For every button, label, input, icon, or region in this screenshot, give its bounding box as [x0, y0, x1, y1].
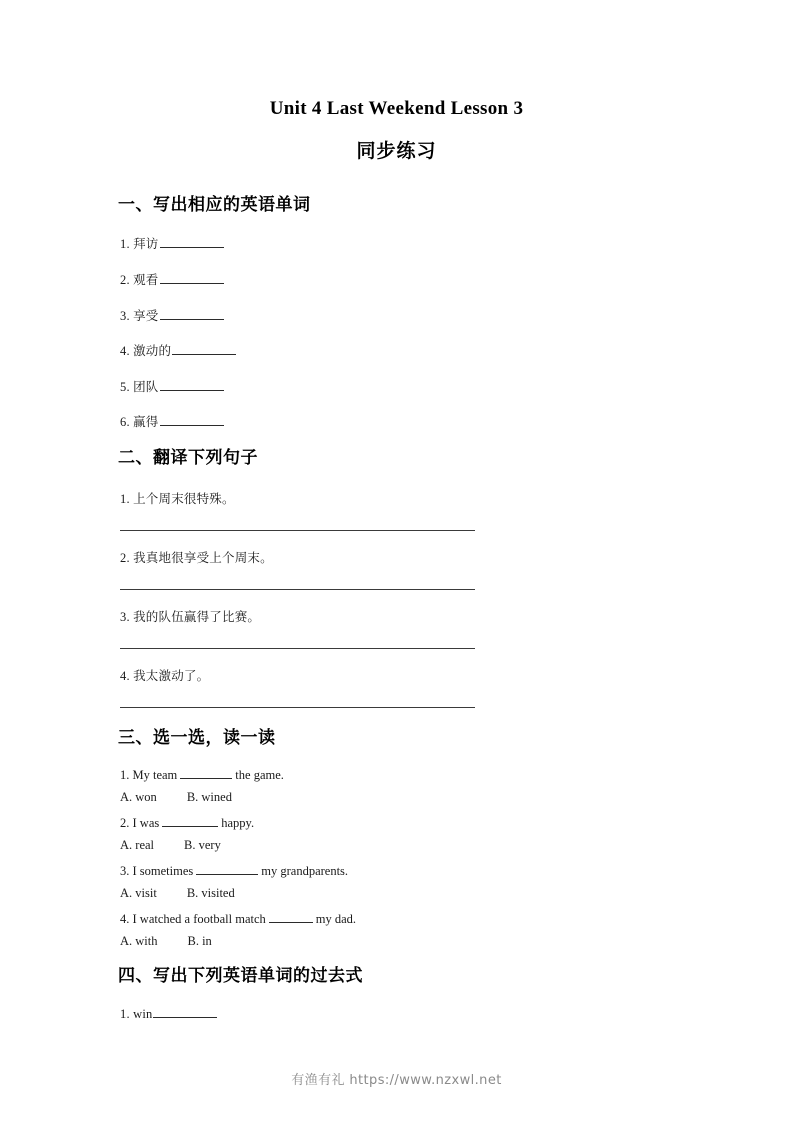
mc-question-4-stem-after: my dad.	[315, 912, 357, 926]
mc-option-4a[interactable]: A. with	[120, 934, 158, 948]
past-tense-item-1-number: 1.	[120, 1007, 130, 1021]
mc-question-3-number: 3.	[120, 864, 130, 878]
footer-watermark: 有渔有礼 https://www.nzxwl.net	[291, 1073, 502, 1088]
section-heading-1: 一、写出相应的英语单词	[118, 195, 311, 215]
mc-question-1	[120, 767, 284, 783]
translation-item-1	[120, 489, 235, 507]
vocab-item-2-prompt: 观看	[133, 273, 159, 287]
vocab-item-3	[120, 306, 224, 324]
vocab-item-6-blank[interactable]	[160, 414, 224, 426]
mc-options-2	[120, 838, 221, 853]
mc-question-2-blank[interactable]	[162, 815, 218, 827]
mc-question-4	[120, 911, 356, 927]
vocab-item-4-number: 4.	[120, 344, 130, 358]
page-title: Unit 4 Last Weekend Lesson 3	[269, 98, 524, 119]
translation-answer-line-3[interactable]	[120, 648, 475, 649]
mc-question-4-blank[interactable]	[269, 911, 313, 923]
mc-option-3b[interactable]: B. visited	[186, 886, 235, 900]
translation-item-3-sentence: 我的队伍赢得了比赛。	[133, 610, 261, 624]
mc-option-3a[interactable]: A. visit	[120, 886, 157, 900]
translation-item-2-number: 2.	[120, 551, 130, 565]
mc-options-3	[120, 886, 235, 901]
translation-item-4	[120, 666, 209, 684]
mc-question-3	[120, 863, 348, 879]
mc-option-2b[interactable]: B. very	[184, 838, 221, 852]
mc-question-2	[120, 815, 254, 831]
vocab-item-5-blank[interactable]	[160, 379, 224, 391]
vocab-item-6	[120, 412, 224, 430]
vocab-item-3-number: 3.	[120, 309, 130, 323]
mc-question-3-stem-before: I sometimes	[132, 864, 194, 878]
past-tense-item-1	[120, 1006, 217, 1022]
section-heading-2: 二、翻译下列句子	[118, 448, 258, 468]
vocab-item-2-number: 2.	[120, 273, 130, 287]
vocab-item-5	[120, 377, 224, 395]
translation-answer-line-4[interactable]	[120, 707, 475, 708]
mc-question-2-stem-before: I was	[132, 816, 160, 830]
mc-question-1-blank[interactable]	[180, 767, 232, 779]
mc-question-3-blank[interactable]	[196, 863, 258, 875]
translation-item-1-sentence: 上个周末很特殊。	[133, 492, 235, 506]
vocab-item-1-number: 1.	[120, 237, 130, 251]
vocab-item-3-prompt: 享受	[133, 309, 159, 323]
mc-question-1-stem-before: My team	[132, 768, 178, 782]
mc-options-1	[120, 790, 232, 805]
translation-item-1-number: 1.	[120, 492, 130, 506]
vocab-item-1-blank[interactable]	[160, 236, 224, 248]
vocab-item-3-blank[interactable]	[160, 308, 224, 320]
mc-question-2-number: 2.	[120, 816, 130, 830]
translation-item-3-number: 3.	[120, 610, 130, 624]
mc-question-4-stem-before: I watched a football match	[132, 912, 266, 926]
vocab-item-6-number: 6.	[120, 415, 130, 429]
mc-options-4	[120, 934, 212, 949]
mc-question-1-number: 1.	[120, 768, 130, 782]
translation-item-2-sentence: 我真地很享受上个周末。	[133, 551, 273, 565]
mc-option-1a[interactable]: A. won	[120, 790, 157, 804]
section-heading-3: 三、选一选，读一读	[118, 728, 276, 748]
vocab-item-1	[120, 234, 224, 252]
mc-option-4b[interactable]: B. in	[187, 934, 212, 948]
vocab-item-4-blank[interactable]	[172, 343, 236, 355]
translation-answer-line-1[interactable]	[120, 530, 475, 531]
translation-item-2	[120, 548, 273, 566]
vocab-item-2-blank[interactable]	[160, 272, 224, 284]
section-heading-4: 四、写出下列英语单词的过去式	[118, 966, 363, 986]
translation-answer-line-2[interactable]	[120, 589, 475, 590]
translation-item-4-number: 4.	[120, 669, 130, 683]
vocab-item-2	[120, 270, 224, 288]
mc-option-2a[interactable]: A. real	[120, 838, 155, 852]
vocab-item-4	[120, 341, 236, 359]
vocab-item-1-prompt: 拜访	[133, 237, 159, 251]
translation-item-4-sentence: 我太激动了。	[133, 669, 210, 683]
mc-question-4-number: 4.	[120, 912, 130, 926]
past-tense-item-1-blank[interactable]	[153, 1006, 217, 1018]
mc-question-3-stem-after: my grandparents.	[261, 864, 349, 878]
past-tense-item-1-prompt: win	[133, 1007, 153, 1021]
vocab-item-5-number: 5.	[120, 380, 130, 394]
vocab-item-6-prompt: 赢得	[133, 415, 159, 429]
mc-question-1-stem-after: the game.	[235, 768, 284, 782]
vocab-item-5-prompt: 团队	[133, 380, 159, 394]
vocab-item-4-prompt: 激动的	[133, 344, 172, 358]
mc-option-1b[interactable]: B. wined	[186, 790, 232, 804]
mc-question-2-stem-after: happy.	[221, 816, 255, 830]
page-subtitle: 同步练习	[356, 139, 437, 162]
translation-item-3	[120, 607, 260, 625]
